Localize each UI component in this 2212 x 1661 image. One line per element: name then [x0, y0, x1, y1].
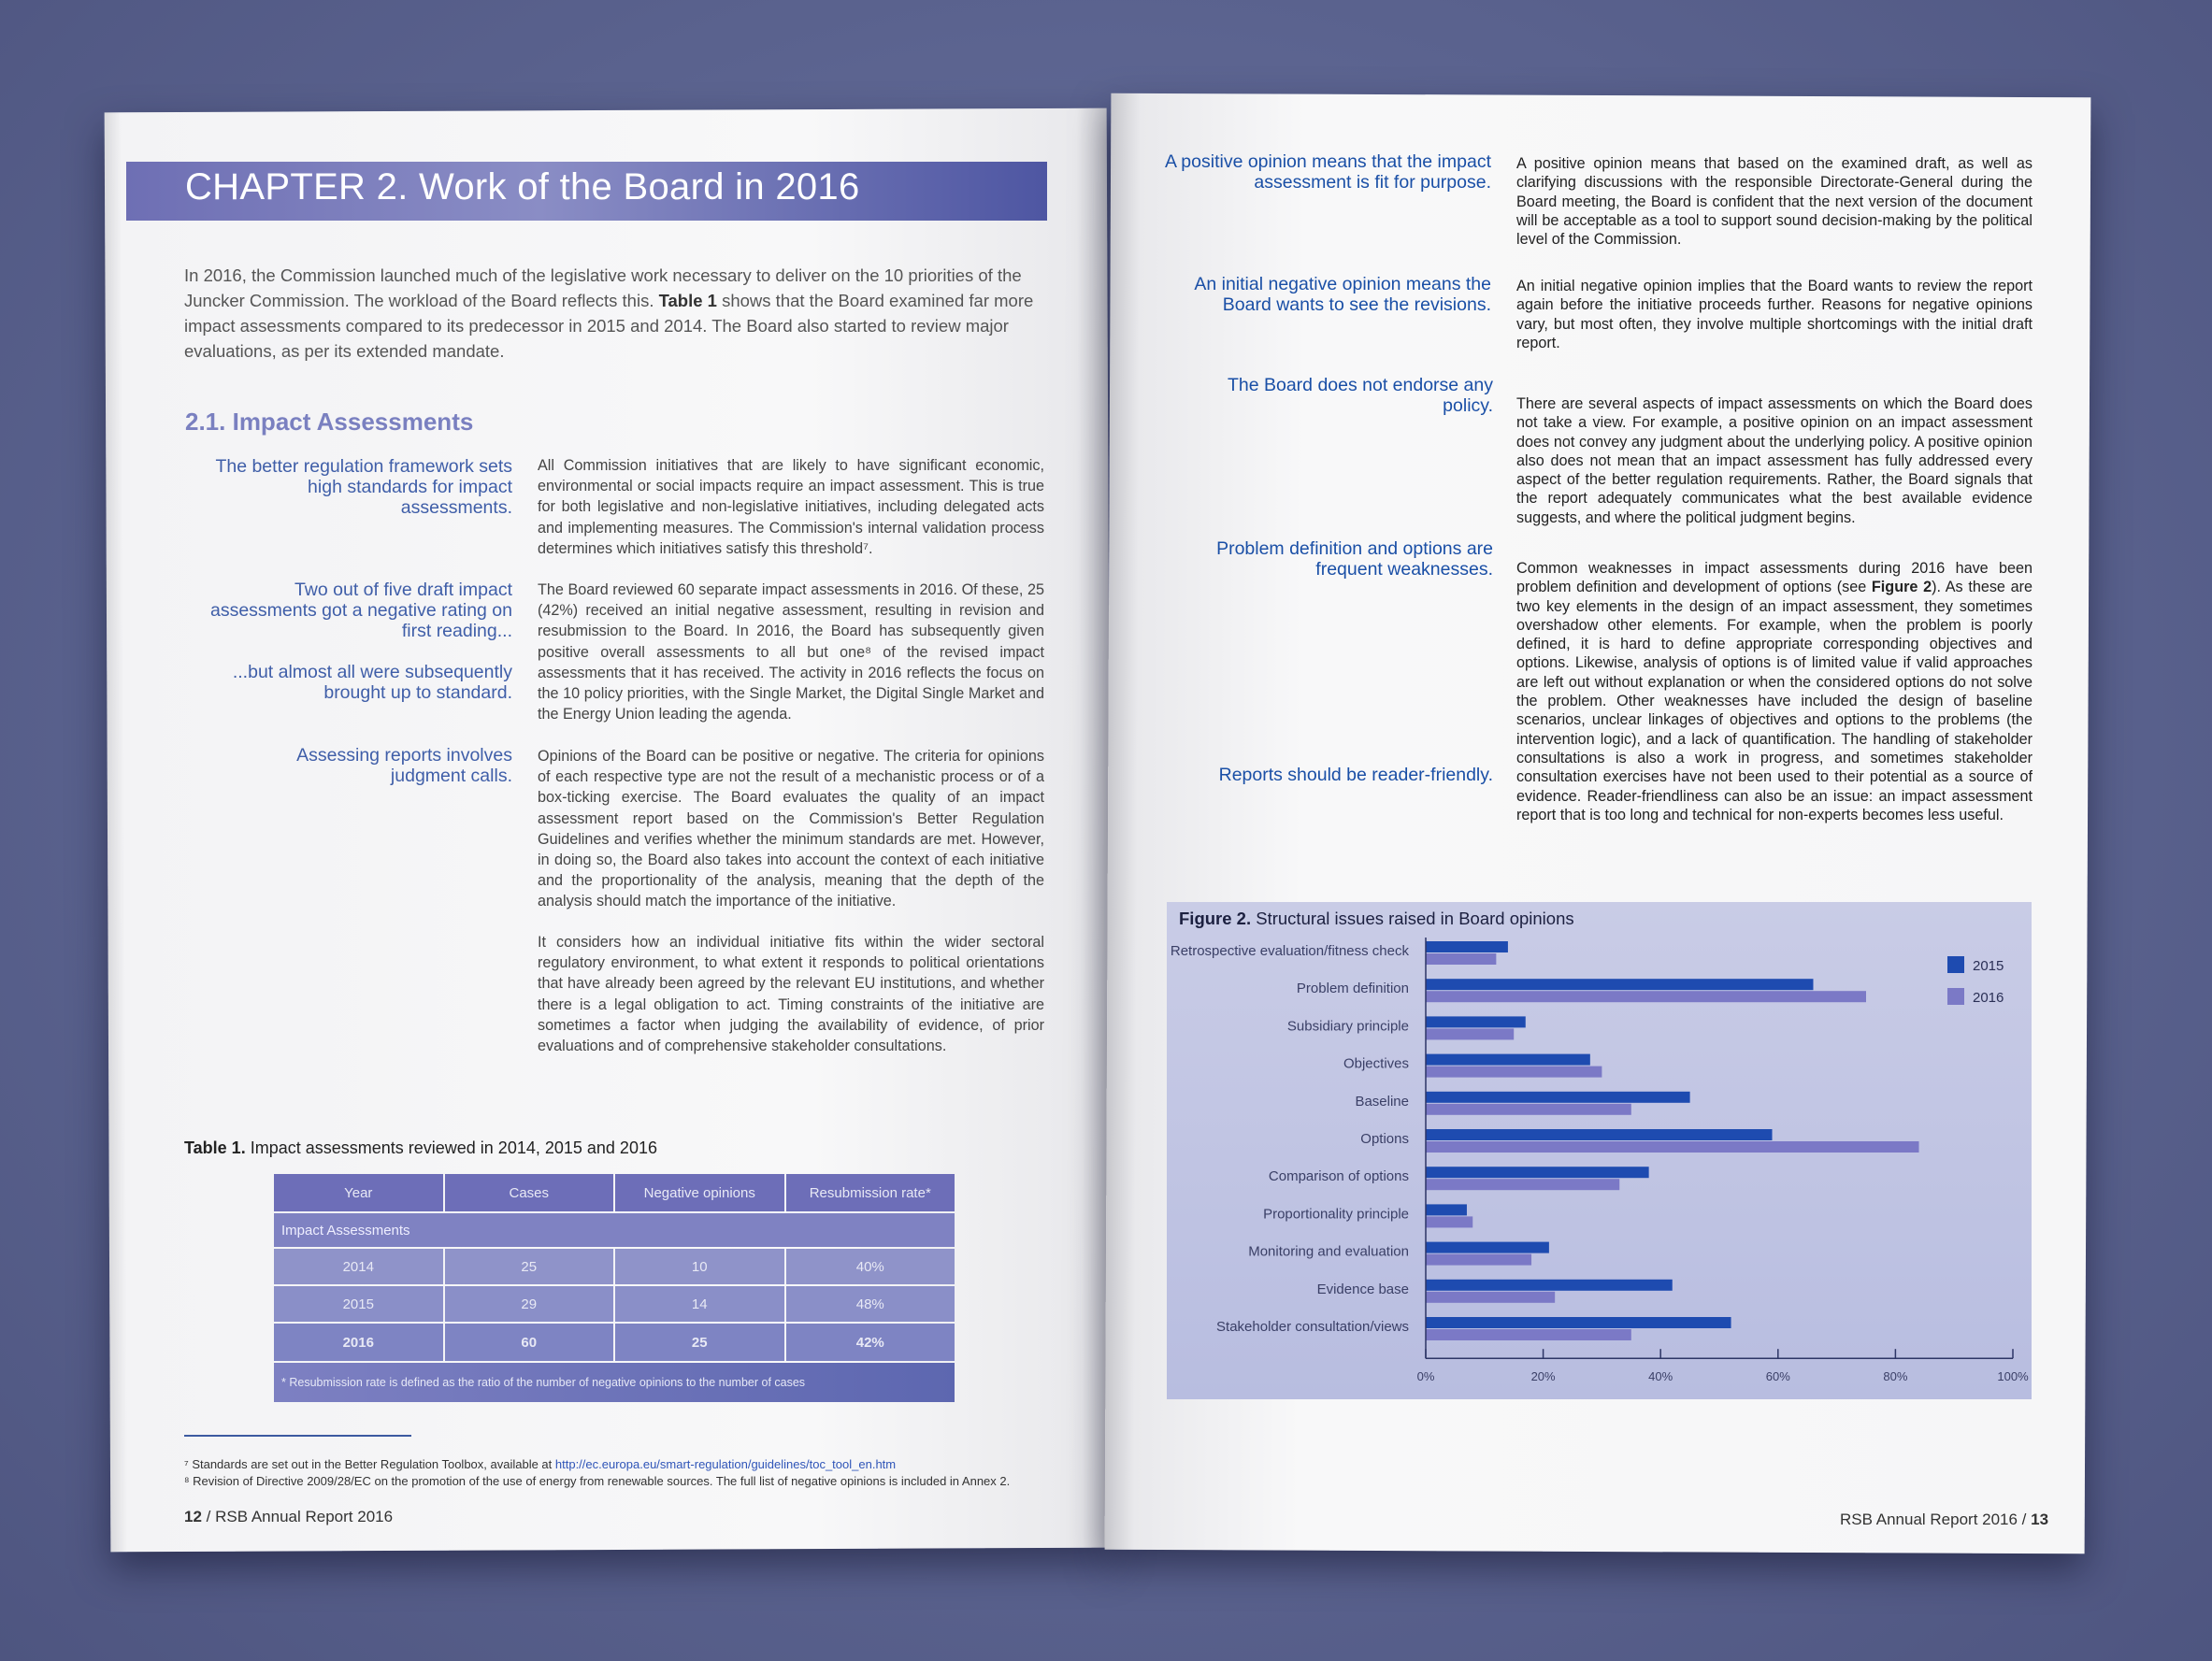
bar-2016-9: [1426, 1292, 1555, 1303]
intro-text-a: In 2016, the Commission launched much of the legislative work necessary to deliver on the 10 priorities of the Juncker Commission. The workload of the Board reflects this.: [184, 265, 1022, 310]
legend-swatch-2015: [1947, 956, 1964, 973]
legend-swatch-2016: [1947, 988, 1964, 1005]
x-tick-label: 0%: [1416, 1369, 1435, 1384]
bar-2015-8: [1426, 1242, 1549, 1253]
bar-2016-2: [1426, 1028, 1514, 1039]
side-note-endorse: The Board does not endorse any policy.: [1227, 375, 1493, 416]
right-paragraph-2: An initial negative opinion implies that the Board wants to review the report again before the initiative proceeds further. Reasons for negative opinions vary, but most often, they involve multiple shortcomings with the initial draft report.: [1516, 278, 2032, 351]
bar-2015-0: [1426, 941, 1508, 952]
category-label: Baseline: [1355, 1093, 1409, 1110]
bar-2015-5: [1426, 1129, 1773, 1140]
category-label: Evidence base: [1316, 1281, 1409, 1297]
table-caption-text: Impact assessments reviewed in 2014, 2015 and 2016: [245, 1138, 657, 1157]
category-label: Options: [1360, 1131, 1409, 1147]
table-note: * Resubmission rate is defined as the ratio of the number of negative opinions to the number of cases: [281, 1376, 806, 1389]
paragraph-4: It considers how an individual initiative fits within the wider sectoral regulatory environment, to what extent it responds to political orientations that have already been agreed by the relevant EU institutions, and whether there is a legal obligation to act. Timing constraints of the initiative are sometimes a factor when judging the availability of evidence, of prior evaluations and of comprehensive stakeholder consultations.: [538, 934, 1044, 1055]
intro-table-ref: Table 1: [658, 291, 717, 310]
folio-right: [1840, 1511, 2048, 1529]
paragraph-1: All Commission initiatives that are likely to have significant economic, environmental or social impacts require an impact assessment. This is true for both legislative and non-legislative initiatives, including delegated acts and implementing measures. The Commission's internal validation process determines which initiatives satisfy this threshold⁷.: [538, 457, 1044, 557]
category-label: Comparison of options: [1268, 1168, 1409, 1185]
bar-2015-9: [1426, 1280, 1673, 1291]
table-note-row: [274, 1363, 955, 1402]
bar-2016-5: [1426, 1141, 1919, 1153]
category-label: Retrospective evaluation/fitness check: [1170, 943, 1409, 959]
table-row: [274, 1249, 955, 1284]
side-note-weaknesses: Problem definition and options are frequent weaknesses.: [1216, 538, 1493, 580]
x-tick-label: 60%: [1765, 1369, 1790, 1384]
table-cell: 25: [445, 1249, 616, 1284]
bar-2016-8: [1426, 1254, 1531, 1266]
table-header-negative: Negative opinions: [615, 1174, 786, 1211]
bar-2015-6: [1426, 1167, 1649, 1178]
right-paragraph-3: There are several aspects of impact assessments on which the Board does not take a view. For example, a positive opinion on an impact assessment does not convey any judgment about the underlying policy. A positive opinion also does not mean that an impact assessment has fully addressed every aspect of the better regulation requirements. Rather, the Board signals that the report adequately communicates what the best available evidence suggests, and where the political judgment begins.: [1516, 395, 2032, 526]
bar-2015-2: [1426, 1016, 1526, 1027]
folio-left: [184, 1508, 393, 1526]
side-note-positive: A positive opinion means that the impact assessment is fit for purpose.: [1164, 151, 1491, 193]
table-group-row: [274, 1213, 955, 1247]
bar-2015-10: [1426, 1317, 1731, 1328]
figure-ref: Figure 2: [1871, 579, 1932, 596]
table-caption-label: Table 1.: [184, 1138, 246, 1157]
weak-text-a: Common weaknesses in impact assessments during 2016 have been problem definition and development of options (see: [1516, 560, 2032, 596]
table-row: [274, 1286, 955, 1322]
table-cell: 2016: [274, 1324, 445, 1361]
category-label: Proportionality principle: [1263, 1206, 1409, 1223]
table-header-row: [274, 1174, 955, 1211]
side-note-3: ...but almost all were subsequently brought up to standard.: [232, 662, 512, 703]
figure-title: [1179, 909, 1574, 929]
category-label: Objectives: [1343, 1055, 1409, 1072]
table-cell: 2014: [274, 1249, 445, 1284]
bar-2015-4: [1426, 1092, 1690, 1103]
side-note-4: Assessing reports involves judgment calls.: [296, 745, 512, 786]
table-caption: [184, 1138, 657, 1158]
x-tick-label: 100%: [1997, 1369, 2029, 1384]
section-heading: 2.1. Impact Assessments: [185, 408, 474, 436]
side-note-negative: An initial negative opinion means the Board wants to see the revisions.: [1194, 274, 1491, 315]
folio-text: / RSB Annual Report 2016: [201, 1508, 394, 1525]
bar-2015-7: [1426, 1204, 1467, 1215]
category-label: Problem definition: [1296, 981, 1409, 997]
bar-2016-3: [1426, 1067, 1602, 1078]
table-cell: 10: [615, 1249, 786, 1284]
bar-2015-1: [1426, 979, 1813, 990]
table-group-label: Impact Assessments: [281, 1222, 410, 1239]
table-cell: 14: [615, 1286, 786, 1322]
folio-text: RSB Annual Report 2016 /: [1840, 1511, 2032, 1528]
side-note-reader: Reports should be reader-friendly.: [1218, 765, 1493, 785]
legend-label: 2016: [1973, 990, 2004, 1006]
bar-2016-7: [1426, 1216, 1472, 1227]
x-tick-label: 40%: [1648, 1369, 1673, 1384]
footnote-7-text: ⁷ Standards are set out in the Better Regulation Toolbox, available at: [184, 1457, 555, 1471]
bar-2015-3: [1426, 1054, 1590, 1066]
table-header-cases: Cases: [445, 1174, 616, 1211]
right-paragraph-4: [1516, 559, 2032, 824]
table-cell: 60: [445, 1324, 616, 1361]
table-row-highlight: [274, 1324, 955, 1361]
figure-title-text: Structural issues raised in Board opinions: [1251, 909, 1574, 928]
bar-2016-0: [1426, 953, 1496, 965]
right-paragraph-1: A positive opinion means that based on the examined draft, as well as clarifying discussions with the responsible Directorate-General during the Board meeting, the Board is confident that the next version of the document will be acceptable as a tool to support sound decision-making by the political level of the Commission.: [1516, 155, 2032, 249]
legend-label: 2015: [1973, 958, 2004, 974]
side-note-2: Two out of five draft impact assessments got a negative rating on first reading...: [209, 580, 512, 641]
intro-paragraph: [184, 263, 1042, 364]
bar-2016-4: [1426, 1104, 1631, 1115]
paragraph-2: The Board reviewed 60 separate impact assessments in 2016. Of these, 25 (42%) received an initial negative assessment, resulting in revision and resubmission to the Board. In 2016, the Board has subsequently given positive overall assessments to all but one⁸ of the revised impact assessments that it has received. The activity in 2016 reflects the focus on the 10 policy priorities, with the Single Market, the Digital Single Market and the Energy Union leading the agenda.: [538, 581, 1044, 723]
page-number: 13: [2031, 1511, 2049, 1528]
table-cell: 29: [445, 1286, 616, 1322]
paragraph-3: Opinions of the Board can be positive or negative. The criteria for opinions of each respective type are not the result of a mechanistic process or of a box-ticking exercise. The Board evaluates the quality of an impact assessment report based on the Commission's Better Regulation Guidelines and verifies whether the minimum standards are met. However, in doing so, the Board also takes into account the context of each initiative and the proportionality of the analysis, meaning that the depth of the analysis should match the importance of the initiative.: [538, 748, 1044, 910]
table-cell: 2015: [274, 1286, 445, 1322]
bar-chart: [1167, 930, 2032, 1397]
side-note-1: The better regulation framework sets high standards for impact assessments.: [215, 456, 512, 518]
table-cell: 40%: [855, 1258, 884, 1275]
intro-text-b: shows that the Board examined far more impact assessments compared to its predecessor in 2015 and 2014. The Board also started to review major evaluations, as per its extended mandate.: [184, 291, 1034, 361]
category-label: Stakeholder consultation/views: [1216, 1319, 1409, 1335]
bar-2016-6: [1426, 1179, 1619, 1190]
table-header-year: Year: [274, 1174, 445, 1211]
footnote-8: ⁸ Revision of Directive 2009/28/EC on the promotion of the use of energy from renewable sources. The full list of negative opinions is included in Annex 2.: [184, 1474, 1011, 1488]
table-cell: 42%: [855, 1334, 884, 1351]
chapter-title: CHAPTER 2. Work of the Board in 2016: [185, 166, 860, 208]
x-tick-label: 80%: [1883, 1369, 1908, 1384]
table-cell: 25: [615, 1324, 786, 1361]
category-label: Monitoring and evaluation: [1248, 1243, 1409, 1260]
page-number: 12: [184, 1508, 202, 1525]
table-header-resubmission: Resubmission rate*: [809, 1184, 931, 1201]
footnote-divider: [184, 1435, 411, 1437]
weak-text-b: ). As these are two key elements in the design of an impact assessment, they sometimes overshadow other elements. For example, when the problem is poorly defined, it is hard to define appropriate corresponding objectives and options. Likewise, analysis of options is of limited value if valid approaches are left out without explanation or when the considered options do not solve the problem. Other weaknesses have included the design of baseline scenarios, unclear linkages of objectives and options to the problems (the intervention logic), and a lack of quantification. The handling of stakeholder consultations is also a work in progress, and sometimes stakeholder consultation exercises have not been used to their potential as a source of evidence. Reader-friendliness can also be an issue: an impact assessment report that is too long and technical for non-experts becomes less useful.: [1516, 579, 2032, 823]
footnote-7: [184, 1456, 1044, 1472]
footnote-7-link[interactable]: http://ec.europa.eu/smart-regulation/guidelines/toc_tool_en.htm: [554, 1457, 897, 1471]
x-tick-label: 20%: [1530, 1369, 1556, 1384]
bar-2016-10: [1426, 1329, 1631, 1340]
table-cell: 48%: [855, 1296, 884, 1312]
category-label: Subsidiary principle: [1286, 1018, 1409, 1035]
figure-title-label: Figure 2.: [1179, 909, 1252, 928]
bar-2016-1: [1426, 991, 1866, 1002]
